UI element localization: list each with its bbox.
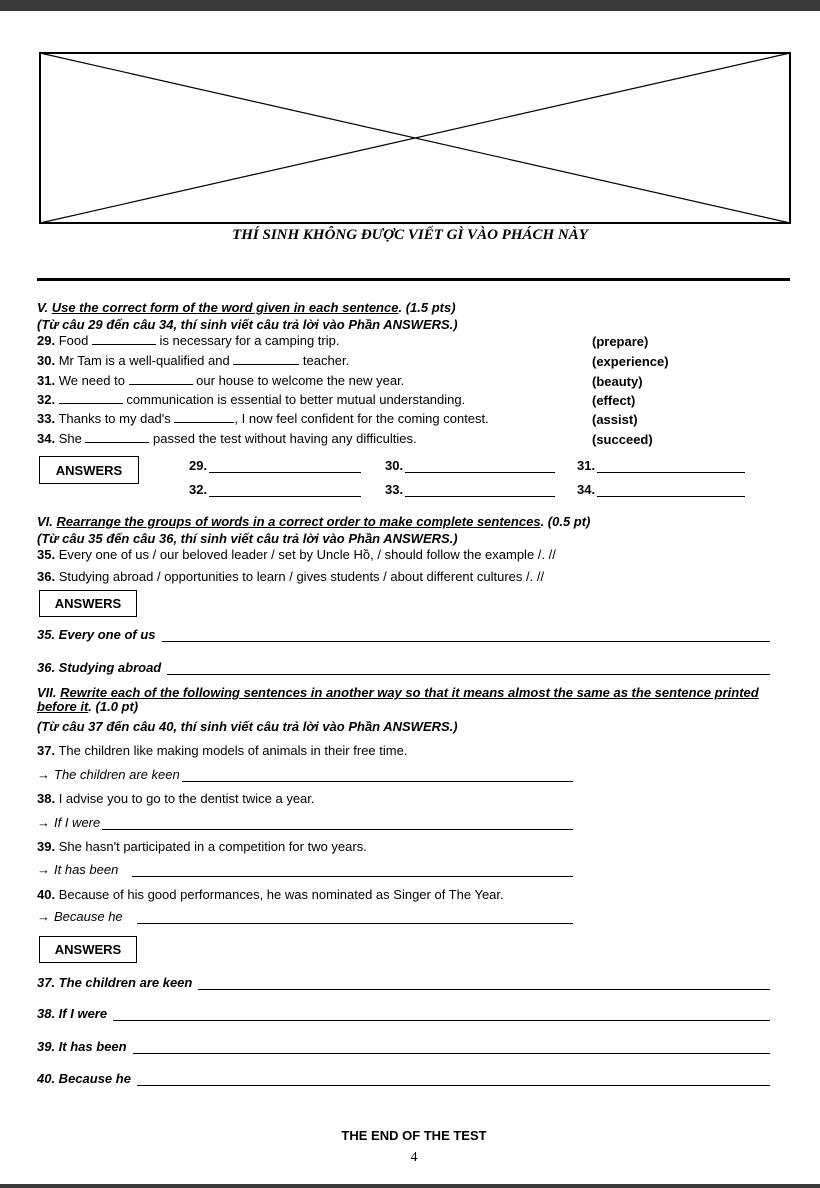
question-36: 36. Studying abroad / opportunities to learn / gives students / about different cultures /. // [37, 569, 545, 584]
phach-note: THÍ SINH KHÔNG ĐƯỢC VIẾT GÌ VÀO PHÁCH NÀY [232, 227, 588, 243]
inline-blank [85, 432, 149, 443]
question-37: 37. The children like making models of animals in their free time. [37, 743, 408, 758]
inline-blank [174, 412, 234, 423]
question-38: 38. I advise you to go to the dentist twice a year. [37, 791, 315, 806]
answers-box-7: ANSWERS [39, 936, 137, 963]
answer-39[interactable]: 39. It has been [37, 1039, 770, 1054]
section-5-note: (Từ câu 29 đến câu 34, thí sinh viết câu trả lời vào Phần ANSWERS.) [37, 317, 458, 332]
section-5-title: V. Use the correct form of the word given in each sentence. (1.5 pts) [37, 300, 456, 315]
question-33: 33. Thanks to my dad's , I now feel confident for the coming contest. [37, 411, 489, 426]
answer-34[interactable]: 34. [577, 482, 745, 497]
answer-31[interactable]: 31. [577, 458, 745, 473]
answers-box-6: ANSWERS [39, 590, 137, 617]
section-6-title: VI. Rearrange the groups of words in a correct order to make complete sentences. (0.5 pt) [37, 514, 591, 529]
question-40: 40. Because of his good performances, he was nominated as Singer of The Year. [37, 887, 504, 902]
answer-29[interactable]: 29. [189, 458, 361, 473]
hint-word-31: (beauty) [592, 374, 643, 389]
phach-box [39, 52, 791, 224]
inline-blank [233, 354, 299, 365]
question-34: 34. She passed the test without having any difficulties. [37, 431, 417, 446]
answer-33[interactable]: 33. [385, 482, 555, 497]
rewrite-39[interactable]: → It has been [37, 862, 573, 877]
hint-word-32: (effect) [592, 393, 636, 408]
answer-38[interactable]: 38. If I were [37, 1006, 770, 1021]
hint-word-29: (prepare) [592, 334, 649, 349]
hint-word-33: (assist) [592, 412, 638, 427]
question-35: 35. Every one of us / our beloved leader / set by Uncle Hồ, / should follow the example /. // [37, 547, 556, 562]
rewrite-38[interactable]: → If I were [37, 815, 573, 830]
rewrite-37[interactable]: → The children are keen [37, 767, 573, 782]
end-of-test: THE END OF THE TEST [341, 1128, 487, 1143]
inline-blank [59, 393, 123, 404]
answer-30[interactable]: 30. [385, 458, 555, 473]
answer-36[interactable]: 36. Studying abroad [37, 660, 770, 675]
divider-rule [37, 278, 790, 281]
question-30: 30. Mr Tam is a well-qualified and teacher. [37, 353, 350, 368]
question-29: 29. Food is necessary for a camping trip. [37, 333, 340, 348]
question-32: 32. communication is essential to better mutual understanding. [37, 392, 466, 407]
rewrite-40[interactable]: → Because he [37, 909, 573, 924]
section-6-note: (Từ câu 35 đến câu 36, thí sinh viết câu trả lời vào Phần ANSWERS.) [37, 531, 458, 546]
window-bottom-bar [0, 1184, 820, 1188]
section-7-note: (Từ câu 37 đến câu 40, thí sinh viết câu trả lời vào Phần ANSWERS.) [37, 719, 458, 734]
question-31: 31. We need to our house to welcome the new year. [37, 373, 405, 388]
hint-word-34: (succeed) [592, 432, 653, 447]
page-number: 4 [410, 1150, 418, 1165]
question-39: 39. She hasn't participated in a competition for two years. [37, 839, 367, 854]
answer-35[interactable]: 35. Every one of us [37, 627, 770, 642]
answers-box-5: ANSWERS [39, 456, 139, 484]
inline-blank [129, 374, 193, 385]
inline-blank [92, 334, 156, 345]
answer-37[interactable]: 37. The children are keen [37, 975, 770, 990]
answer-40[interactable]: 40. Because he [37, 1071, 770, 1086]
hint-word-30: (experience) [592, 354, 669, 369]
window-top-bar [0, 0, 820, 11]
answer-32[interactable]: 32. [189, 482, 361, 497]
section-7-title: VII. Rewrite each of the following sentences in another way so that it means almost the same as the sentence printed before it. (1.0 pt) [37, 685, 759, 714]
